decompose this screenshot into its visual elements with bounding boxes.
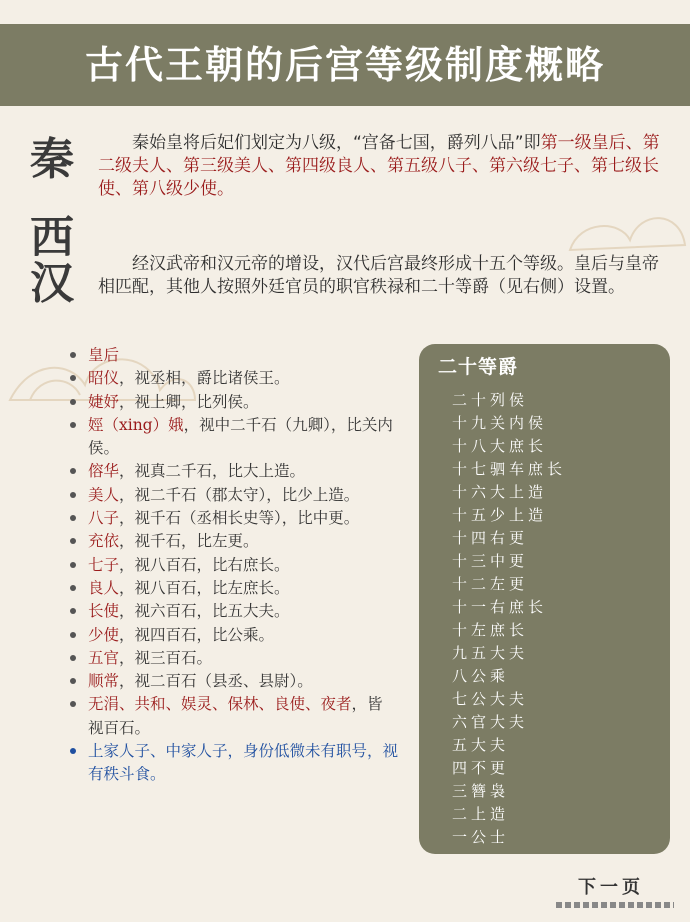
qin-text-plain: 秦始皇将后妃们划定为八级，“宫备七国，爵列八品”即: [132, 133, 541, 153]
rank-name: 充依: [88, 532, 120, 551]
dynasty-label-han-1: 西: [30, 212, 74, 263]
page-title: 古代王朝的后宫等级制度概略: [84, 43, 605, 87]
rank-item: [68, 367, 398, 390]
peerage-item: 七公大夫: [452, 690, 529, 708]
rank-name: 七子: [88, 555, 120, 574]
peerage-item: 六官大夫: [452, 713, 529, 731]
rank-item: [68, 600, 398, 623]
rank-description: ，视八百石，比右庶长。: [119, 555, 290, 574]
rank-description: ，视四百石，比公乘。: [119, 625, 275, 644]
rank-description: ，视真二千石，比大上造。: [119, 462, 306, 481]
peerage-item: 十八大庶长: [452, 437, 548, 455]
peerage-item: 一公士: [452, 828, 510, 846]
rank-item: [68, 414, 398, 461]
dynasty-label-qin: 秦: [30, 134, 74, 185]
rank-item: [68, 530, 398, 553]
peerage-item: 十四右更: [452, 529, 529, 547]
qin-paragraph: [98, 132, 670, 201]
rank-item: [68, 460, 398, 483]
qin-text-ranks: 第一级皇后、第二级夫人、第三级美人、第四级良人、第五级八子、第六级七子、第七级长使、第八级少使。: [98, 133, 660, 199]
peerage-item: 五大夫: [452, 736, 510, 754]
next-page-link[interactable]: 下一页: [578, 877, 644, 898]
harem-rank-list: [68, 344, 398, 787]
peerage-item: 八公乘: [452, 667, 510, 685]
rank-item: [68, 670, 398, 693]
peerage-item: 二十列侯: [452, 391, 529, 409]
rank-description: ，视二百石（县丞、县尉）。: [119, 672, 313, 691]
han-paragraph: 经汉武帝和汉元帝的增设，汉代后宫最终形成十五个等级。皇后与皇帝相匹配，其他人按照外廷官员的职官秩禄和二十等爵（见右侧）设置。: [98, 254, 659, 297]
peerage-item: 十三中更: [452, 552, 529, 570]
rank-name: 傛华: [88, 462, 120, 481]
peerage-item: 十左庶长: [452, 621, 529, 639]
rank-name: 长使: [88, 602, 120, 621]
rank-description: ，视六百石，比五大夫。: [119, 602, 290, 621]
peerage-item: 四不更: [452, 759, 510, 777]
peerage-item: 十五少上造: [452, 506, 548, 524]
rank-item-lowest: 上家人子、中家人子，身份低微未有职号，视有秩斗食。: [68, 740, 398, 787]
dynasty-label-han-2: 汉: [30, 258, 74, 309]
footer-decoration: [556, 902, 674, 908]
rank-name: 婕妤: [88, 392, 120, 411]
rank-name: 良人: [88, 578, 120, 597]
rank-name: 昭仪: [88, 369, 120, 388]
rank-item: [68, 554, 398, 577]
peerage-item: 二上造: [452, 805, 510, 823]
rank-name: 皇后: [88, 346, 120, 364]
rank-description: ，皆视百石。: [88, 695, 383, 737]
rank-item: [68, 693, 398, 740]
rank-name: 少使: [88, 625, 120, 644]
rank-description: ，视丞相，爵比诸侯王。: [119, 369, 290, 388]
peerage-item: 十一右庶长: [452, 598, 548, 616]
rank-description: ，视三百石。: [119, 648, 213, 667]
peerage-list: [452, 389, 566, 849]
peerage-item: 十九关内侯: [452, 414, 548, 432]
peerage-item: 三簪袅: [452, 782, 510, 800]
rank-item: [68, 344, 398, 367]
rank-name: 顺常: [88, 672, 120, 691]
rank-name: 八子: [88, 509, 120, 528]
rank-name: 无涓、共和、娱灵、保林、良使、夜者: [88, 695, 352, 714]
rank-item: [68, 647, 398, 670]
rank-description: ，视八百石，比左庶长。: [119, 578, 290, 597]
peerage-item: 十六大上造: [452, 483, 548, 501]
rank-description: ，视二千石（郡太守），比少上造。: [119, 485, 360, 504]
rank-name: 美人: [88, 485, 120, 504]
rank-description: ，视千石，比左更。: [119, 532, 259, 551]
rank-name: 五官: [88, 648, 120, 667]
peerage-title: 二十等爵: [438, 356, 519, 378]
rank-item: [68, 577, 398, 600]
rank-item: [68, 484, 398, 507]
rank-description: ，视中二千石（九卿），比关内侯。: [88, 415, 393, 458]
peerage-item: 十二左更: [452, 575, 529, 593]
rank-description: ，视上卿，比列侯。: [119, 392, 259, 411]
peerage-item: 十七驷车庶长: [452, 460, 567, 478]
rank-description: ，视千石（丞相长史等），比中更。: [119, 509, 360, 528]
rank-item: [68, 391, 398, 414]
rank-name: 娙（xing）娥: [88, 415, 184, 434]
rank-item: [68, 624, 398, 647]
peerage-item: 九五大夫: [452, 644, 529, 662]
rank-item: [68, 507, 398, 530]
